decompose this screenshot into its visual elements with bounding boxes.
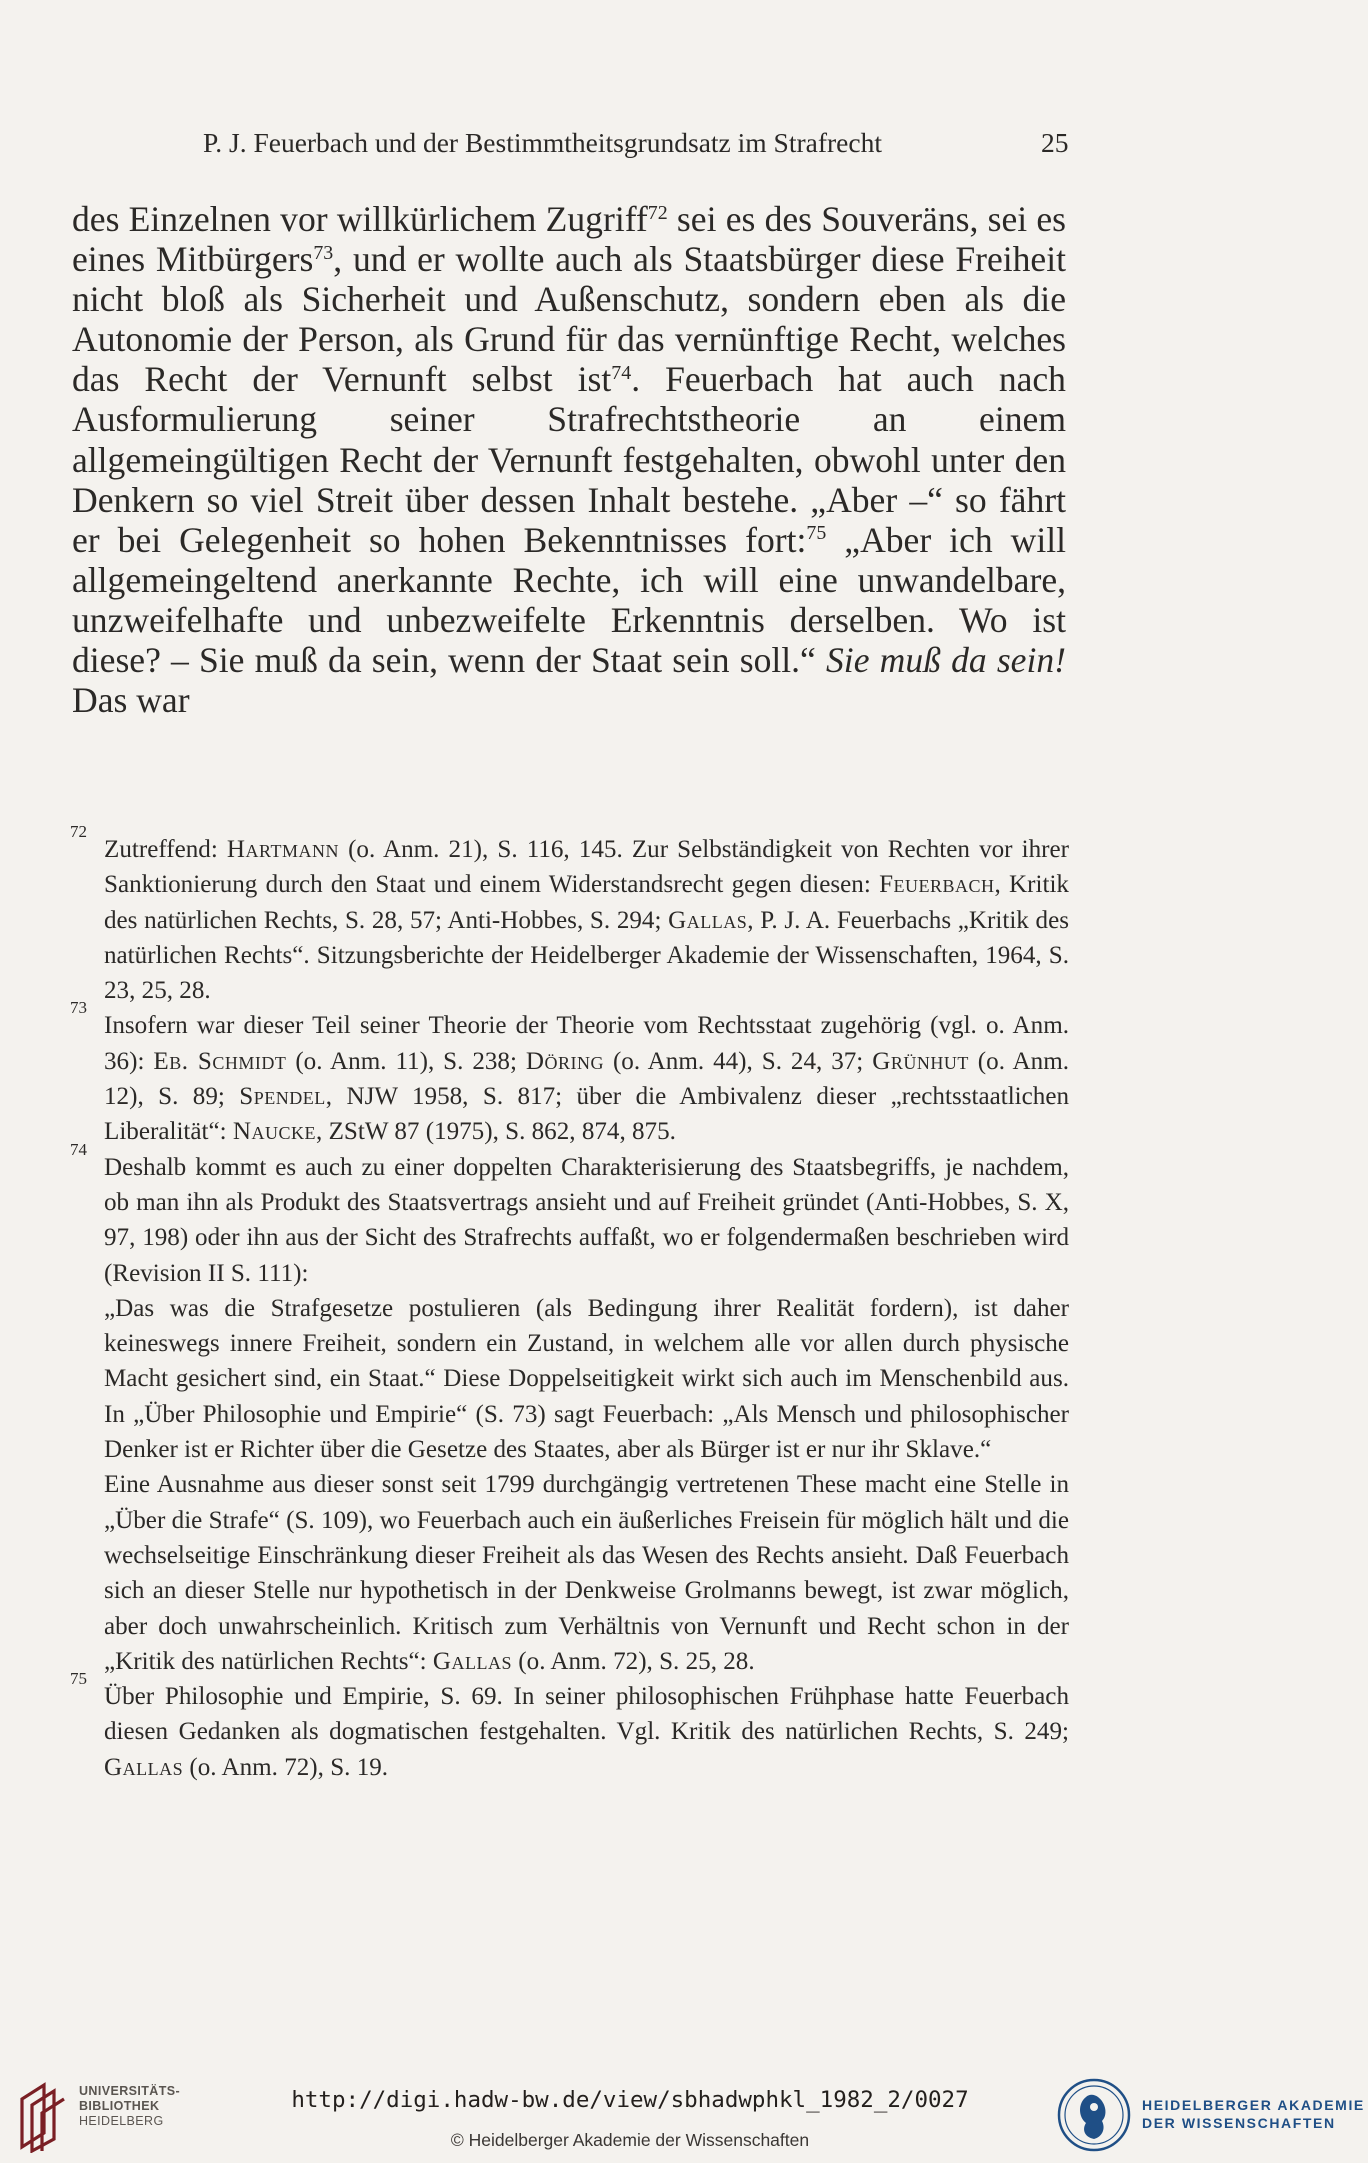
body-text-segment: . Feuerbach hat auch nach Ausformulierung seiner Strafrechtstheorie an einem allgemeingültigen Recht der Vernunft festgehalten, obwohl unter den Denkern so viel Streit über dessen Inhalt bestehe. „Aber –“ so fährt er bei Gelegenheit so hohen Bekenntnisses fort: — [72, 359, 1066, 560]
footnote-72 — [70, 822, 1069, 1008]
footnote-text-segment: , Kritik des natürlichen Rechts, S. 28, 57; Anti-Hobbes, S. 294; — [104, 871, 1069, 934]
footnote-number: 74 — [70, 1139, 87, 1159]
author-name: Döring — [525, 1047, 605, 1075]
page-number: 25 — [1041, 127, 1069, 158]
author-name: Spendel — [239, 1083, 326, 1111]
footnote-text: Deshalb kommt es auch zu einer doppelten Charakterisierung des Staatsbegriffs, je nachdem, ob man ihn als Produkt des Staatsvertrags ansieht und auf Freiheit gründet (Anti-Hobbes, S. X, 97, 198) oder ihn aus der Sicht des Strafrechts auffaßt, wo er folgendermaßen beschrieben wird (Revision II S. 111): — [104, 1153, 1069, 1287]
footnote-ref-73[interactable]: 73 — [313, 241, 334, 264]
author-name: Feuerbach — [879, 871, 995, 899]
author-name: Gallas — [104, 1753, 184, 1781]
footnote-number: 75 — [70, 1669, 87, 1689]
footnote-text-segment: (o. Anm. 12), S. 89; — [104, 1047, 1069, 1111]
library-name-line: UNIVERSITÄTS- — [79, 2084, 181, 2098]
footnote-text-segment: (o. Anm. 44), S. 24, 37; — [604, 1047, 873, 1075]
footnote-text-segment: Eine Ausnahme aus dieser sonst seit 1799 durchgängig vertretenen These macht eine Stelle in „Über die Strafe“ (S. 109), wo Feuerbach auch ein äußerliches Freisein für möglich hält und die wechselseitige Einschränkung dieser Freiheit als das Wesen des Rechts ansieht. Daß Feuerbach sich an dieser Stelle nur hypothetisch in der Denkweise Grolmanns bewegt, ist zwar möglich, aber doch unwahrscheinlich. Kritisch zum Verhältnis von Vernunft und Recht schon in der „Kritik des natürlichen Rechts“: — [104, 1471, 1069, 1675]
author-name: Eb. Schmidt — [153, 1047, 287, 1075]
body-text-segment: „Aber ich will allgemeingeltend anerkannte Rechte, ich will eine unwandelbare, unzweifelhafte und unbezweifelte Erkenntnis derselben. Wo ist diese? – Sie muß da sein, wenn der Staat sein soll.“ — [72, 519, 1066, 681]
university-library-logo-icon[interactable] — [14, 2077, 70, 2153]
author-name: Gallas — [432, 1647, 513, 1675]
footnote-text — [104, 1467, 1069, 1679]
footnote-text-segment: (o. Anm. 21), S. 116, 145. Zur Selbständigkeit von Rechten vor ihrer Sanktionierung durch den Staat und einem Widerstandsrecht gegen diesen: — [104, 836, 1069, 899]
copyright-notice: © Heidelberger Akademie der Wissenschaften — [450, 2130, 810, 2150]
body-paragraph — [72, 199, 1066, 720]
footnote-74 — [70, 1139, 1069, 1679]
footnote-text-segment: (o. Anm. 72), S. 25, 28. — [512, 1647, 755, 1675]
footnote-text — [104, 1008, 1069, 1149]
footnote-ref-72[interactable]: 72 — [647, 201, 668, 224]
footnotes — [70, 822, 1070, 1785]
footnote-quote: „Das was die Strafgesetze postulieren (als Bedingung ihrer Realität fordern), ist daher keineswegs innere Freiheit, sondern ein Zustand, in welchem alle vor allen durch physische Macht gesichert sind, ein Staat.“ Diese Doppelseitigkeit wirkt sich auch im Menschenbild aus. In „Über Philosophie und Empirie“ (S. 73) sagt Feuerbach: „Als Mensch und philosophischer Denker ist er Richter über die Gesetze des Staates, aber als Bürger ist er nur ihr Sklave.“ — [104, 1294, 1069, 1464]
author-name: Hartmann — [226, 836, 339, 863]
footnote-text-segment: , ZStW 87 (1975), S. 862, 874, 875. — [316, 1118, 676, 1146]
footnote-ref-74[interactable]: 74 — [611, 362, 632, 385]
academy-seal-icon[interactable] — [1056, 2077, 1132, 2153]
academy-name — [1142, 2096, 1365, 2132]
footnote-73 — [70, 998, 1070, 1149]
body-text-segment: Das war — [72, 680, 190, 721]
academy-name-line: HEIDELBERGER AKADEMIE — [1142, 2097, 1365, 2113]
author-name: Grünhut — [872, 1047, 969, 1075]
footnote-text-segment: Über Philosophie und Empirie, S. 69. In seiner philosophischen Frühphase hatte Feuerbach diesen Gedanken als dogmatischen festgehalten. Vgl. Kritik des natürlichen Rechts, S. 249; — [104, 1683, 1069, 1746]
digitization-footer — [0, 2066, 1368, 2163]
running-header: P. J. Feuerbach und der Bestimmtheitsgrundsatz im Strafrecht — [203, 127, 882, 158]
library-name-line: HEIDELBERG — [79, 2114, 164, 2128]
footnote-text-segment: , P. J. A. Feuerbachs „Kritik des natürlichen Rechts“. Sitzungsberichte der Heidelberger Akademie der Wissenschaften, 1964, S. 23, 25, 28. — [104, 906, 1069, 1005]
body-text-segment: des Einzelnen vor willkürlichem Zugriff — [72, 199, 648, 239]
footnote-text-segment: Zutreffend: — [104, 836, 227, 863]
footnote-text-segment: (o. Anm. 11), S. 238; — [286, 1047, 526, 1075]
permalink-url[interactable]: http://digi.hadw-bw.de/view/sbhadwphkl_1982_2/0027 — [291, 2087, 969, 2113]
library-name-line: BIBLIOTHEK — [79, 2099, 160, 2113]
footnote-text — [104, 1679, 1069, 1785]
footnote-number: 72 — [70, 822, 87, 841]
university-library-name — [79, 2084, 180, 2129]
footnote-number: 73 — [70, 998, 87, 1018]
footnote-text-segment: Insofern war dieser Teil seiner Theorie der Theorie vom Rechtsstaat zugehörig (vgl. o. Anm. 36): — [104, 1012, 1069, 1075]
author-name: Naucke — [232, 1118, 317, 1146]
footnote-75 — [70, 1669, 1069, 1785]
emphasized-quote: Sie muß da sein! — [826, 640, 1066, 681]
academy-name-line: DER WISSENSCHAFTEN — [1142, 2115, 1336, 2131]
footnote-ref-75[interactable]: 75 — [806, 522, 827, 545]
author-name: Gallas — [668, 906, 748, 934]
footnote-text — [104, 832, 1069, 1008]
body-text-segment: sei es des Souveräns, sei es eines Mitbürgers — [72, 199, 1067, 280]
footnote-text-segment: , NJW 1958, S. 817; über die Ambivalenz dieser „rechtsstaatlichen Liberalität“: — [104, 1083, 1070, 1146]
footnote-text-segment: (o. Anm. 72), S. 19. — [183, 1753, 389, 1781]
body-text-segment: , und er wollte auch als Staatsbürger diese Freiheit nicht bloß als Sicherheit und Außenschutz, sondern eben als die Autonomie der Person, als Grund für das vernünftige Recht, welches das Recht der Vernunft selbst ist — [72, 239, 1066, 400]
